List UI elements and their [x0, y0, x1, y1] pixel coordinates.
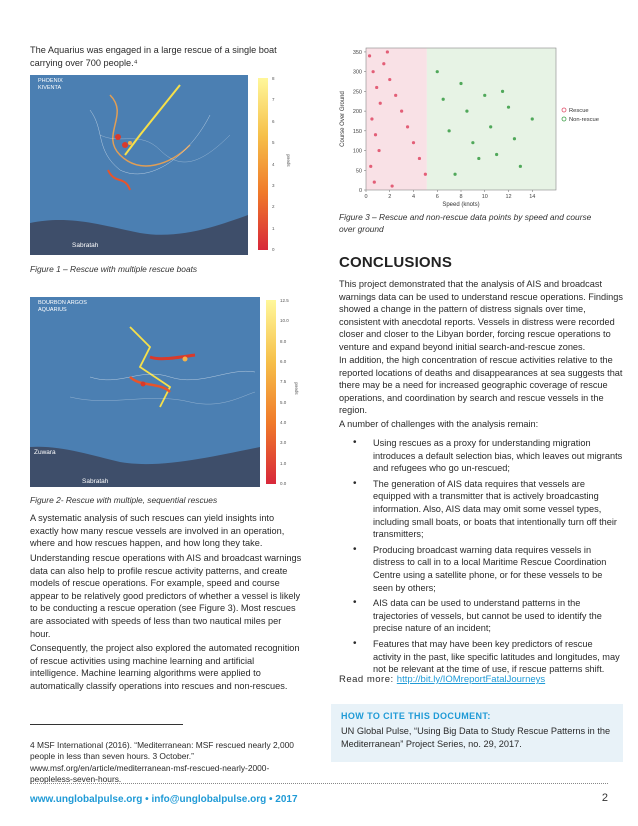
footer-divider — [30, 783, 608, 784]
nonrescue-point — [477, 157, 480, 160]
figure1-scale — [258, 78, 268, 250]
fig1-tick: 8 — [272, 76, 275, 81]
x-tick-label: 6 — [435, 194, 439, 200]
nonrescue-point — [531, 117, 534, 120]
figure2-map — [30, 297, 260, 487]
x-tick-label: 12 — [505, 194, 512, 200]
rescue-point — [394, 94, 397, 97]
rescue-point — [377, 149, 380, 152]
fig2-tick: 1.0 — [280, 460, 287, 466]
figure1-map — [30, 75, 248, 255]
list-item: • Using rescues as a proxy for understanding migration introduces a default selection bias, which leaves out migrants and refugees who go un-rescued; — [339, 437, 623, 475]
figure1-caption: Figure 1 – Rescue with multiple rescue boats — [30, 264, 198, 274]
figure2-scale-title: speed — [293, 382, 299, 395]
nonrescue-point — [448, 129, 451, 132]
x-tick-label: 14 — [529, 194, 536, 200]
x-tick-label: 0 — [364, 194, 368, 200]
list-item: • Features that may have been key predictors of rescue activity in the past, like specific latitudes and longitudes, may not be relevant at the time of use, if rescue patterns shift. — [339, 638, 623, 676]
nonrescue-point — [495, 153, 498, 156]
rescue-point — [382, 62, 385, 65]
y-tick-label: 0 — [358, 188, 362, 194]
rescue-point — [386, 50, 389, 53]
footer-links[interactable]: www.unglobalpulse.org • info@unglobalpulse.org • 2017 — [30, 794, 298, 805]
y-axis-label: Course Over Ground — [340, 91, 346, 147]
fig1-tick: 3 — [272, 182, 275, 188]
nonrescue-point — [442, 98, 445, 101]
rescue-point — [418, 157, 421, 160]
rescue-point — [412, 141, 415, 144]
rescue-point — [370, 117, 373, 120]
list-item: • AIS data can be used to understand patterns in the trajectories of vessels, but cannot be used to identify the precise nature of an incident; — [339, 597, 623, 635]
nonrescue-density-band — [427, 48, 556, 190]
fig2-tick: 6.0 — [280, 358, 287, 364]
list-item: • The generation of AIS data requires that vessels are equipped with a transmitter that is actively broadcasting information. Also, AIS data may omit some vessel types, including small boats, or boats that intentionally turn off their transmitters; — [339, 478, 623, 541]
left-para-1: A systematic analysis of such rescues can yield insights into exactly how many rescue vessels are involved in an operation, where and how rescues happen, and how long they take. — [30, 513, 285, 549]
list-item: • Producing broadcast warning data requires vessels in distress to call in to a local Maritime Rescue Coordination Centre using a satellite phone, or for these vessels to be seen by others; — [339, 544, 623, 594]
fig1-tick: 5 — [272, 140, 275, 146]
fig2-legend-1: BOURBON ARGOS — [38, 300, 87, 306]
x-axis-label: Speed (knots) — [442, 202, 480, 208]
nonrescue-point — [501, 90, 504, 93]
rescue-point — [372, 70, 375, 73]
fig2-tick: 3.0 — [280, 440, 287, 446]
rescue-point — [373, 181, 376, 184]
figure1-scale-title: speed — [285, 154, 291, 167]
footnote: 4 MSF International (2016). “Mediterranean: MSF rescued nearly 2,000 people in less than seven hours. 3 October.” www.msf.org/en/article/mediterranean-msf-rescued-nearly-2000-peopleless-seven-hours. — [30, 740, 294, 784]
rescue-point — [400, 110, 403, 113]
conclusions-para-3: A number of challenges with the analysis remain: — [339, 419, 539, 429]
fig2-tick: 7.5 — [280, 379, 287, 385]
legend-label: Non-rescue — [569, 117, 599, 123]
nonrescue-point — [519, 165, 522, 168]
figure2-caption: Figure 2- Rescue with multiple, sequential rescues — [30, 495, 218, 505]
nonrescue-point — [513, 137, 516, 140]
fig2-place-2: Sabratah — [82, 478, 109, 485]
fig1-tick: 6 — [272, 118, 275, 124]
left-para-2: Understanding rescue operations with AIS and broadcast warnings data can also help to profile rescue activity patterns, and create models of rescue operations. For example, speed and course appear to be relatively good predictors of whether a vessel is likely to be conducting a rescue operation (see Figure 3). Most rescues are associated with speeds of less than two nautical miles per hour. — [30, 553, 302, 639]
nonrescue-point — [459, 82, 462, 85]
intro-text: The Aquarius was engaged in a large rescue of a single boat carrying over 700 people.⁴ — [30, 45, 277, 68]
footnote-rule — [30, 724, 183, 725]
rescue-point — [369, 165, 372, 168]
figure3-caption: Figure 3 – Rescue and non-rescue data points by speed and course over ground — [339, 212, 592, 234]
nonrescue-point — [483, 94, 486, 97]
rescue-point — [375, 86, 378, 89]
figure2-scale-ticks — [280, 298, 289, 486]
y-tick-label: 200 — [352, 109, 362, 116]
nonrescue-point — [489, 125, 492, 128]
nonrescue-point — [436, 70, 439, 73]
fig2-place-1: Zuwara — [34, 449, 56, 456]
rescue-point — [424, 173, 427, 176]
cite-box — [331, 704, 623, 762]
read-more-label: Read more: — [339, 674, 397, 685]
fig1-tick: 4 — [272, 161, 275, 167]
figure2-scale — [266, 300, 276, 484]
rescue-point — [368, 54, 371, 57]
page-number: 2 — [601, 792, 608, 804]
rescue-point — [374, 133, 377, 136]
nonrescue-point — [471, 141, 474, 144]
legend-marker — [562, 108, 566, 112]
fig2-tick: 4.0 — [280, 419, 287, 425]
nonrescue-point — [507, 106, 510, 109]
fig2-tick: 10.0 — [280, 318, 289, 324]
fig1-tick: 0 — [272, 247, 275, 252]
legend-marker — [562, 117, 566, 121]
fig2-tick: 5.0 — [280, 399, 287, 405]
fig2-legend-2: AQUARIUS — [38, 307, 67, 313]
conclusions-para-2: In addition, the high concentration of rescue activities relative to the reported locations of deaths and disappearances at sea suggests that there may be a need for increased geographic coverage of rescue operations, and coordination by search and rescue vessels in the region. — [339, 355, 623, 416]
rescue-point — [406, 125, 409, 128]
rescue-point — [379, 102, 382, 105]
fig2-tick: 8.0 — [280, 338, 287, 344]
nonrescue-point — [465, 110, 468, 113]
read-more-link[interactable]: http://bit.ly/IOMreportFatalJourneys — [396, 674, 546, 685]
y-tick-label: 100 — [352, 148, 362, 155]
rescue-point — [388, 78, 391, 81]
figure3-chart — [336, 40, 626, 212]
challenges-list — [339, 437, 623, 679]
fig1-legend-2: KIVENTA — [38, 85, 62, 91]
fig1-tick: 2 — [272, 204, 275, 210]
x-tick-label: 4 — [411, 194, 416, 200]
conclusions-para-1: This project demonstrated that the analysis of AIS and broadcast warnings data can be used to understand rescue operations. Findings showed a change in the pattern of distress signals over time, consistent with anecdotal reports. Vessels in distress were recorded closer and closer to the Libyan border, forcing rescue operations to venture and expand beyond initial search-and-rescue zones. — [339, 279, 623, 352]
fig1-tick: 1 — [272, 225, 275, 231]
figure1-map-svg — [30, 75, 248, 255]
cite-heading: HOW TO CITE THIS DOCUMENT: — [341, 711, 491, 721]
conclusions-heading: CONCLUSIONS — [339, 254, 453, 271]
rescue-point — [391, 184, 394, 187]
fig1-legend-1: PHOENIX — [38, 78, 63, 84]
y-tick-label: 300 — [352, 69, 362, 76]
left-para-3: Consequently, the project also explored the automated recognition of rescue activities using machine learning and artificial intelligence. Machine learning algorithms were applied to automatically classify operations into rescues and non-rescues. — [30, 643, 300, 691]
y-tick-label: 150 — [352, 128, 362, 135]
x-tick-label: 10 — [481, 194, 488, 200]
x-tick-label: 8 — [459, 194, 463, 200]
rescue-density-band — [366, 48, 427, 190]
x-tick-label: 2 — [388, 194, 392, 200]
fig1-tick: 7 — [272, 97, 275, 103]
figure1-scale-ticks — [272, 76, 275, 252]
figure2-map-svg — [30, 297, 260, 487]
cite-text: UN Global Pulse, “Using Big Data to Study Rescue Patterns in the Mediterranean” Project Series, no. 29, 2017. — [341, 726, 611, 749]
y-tick-label: 50 — [355, 168, 362, 175]
fig2-tick: 0.0 — [280, 480, 287, 486]
nonrescue-point — [453, 173, 456, 176]
y-tick-label: 350 — [352, 49, 362, 56]
read-more — [339, 674, 624, 687]
legend-label: Rescue — [569, 108, 589, 114]
fig1-place: Sabratah — [72, 242, 99, 249]
y-tick-label: 250 — [352, 89, 362, 96]
fig2-tick: 12.5 — [280, 298, 289, 303]
